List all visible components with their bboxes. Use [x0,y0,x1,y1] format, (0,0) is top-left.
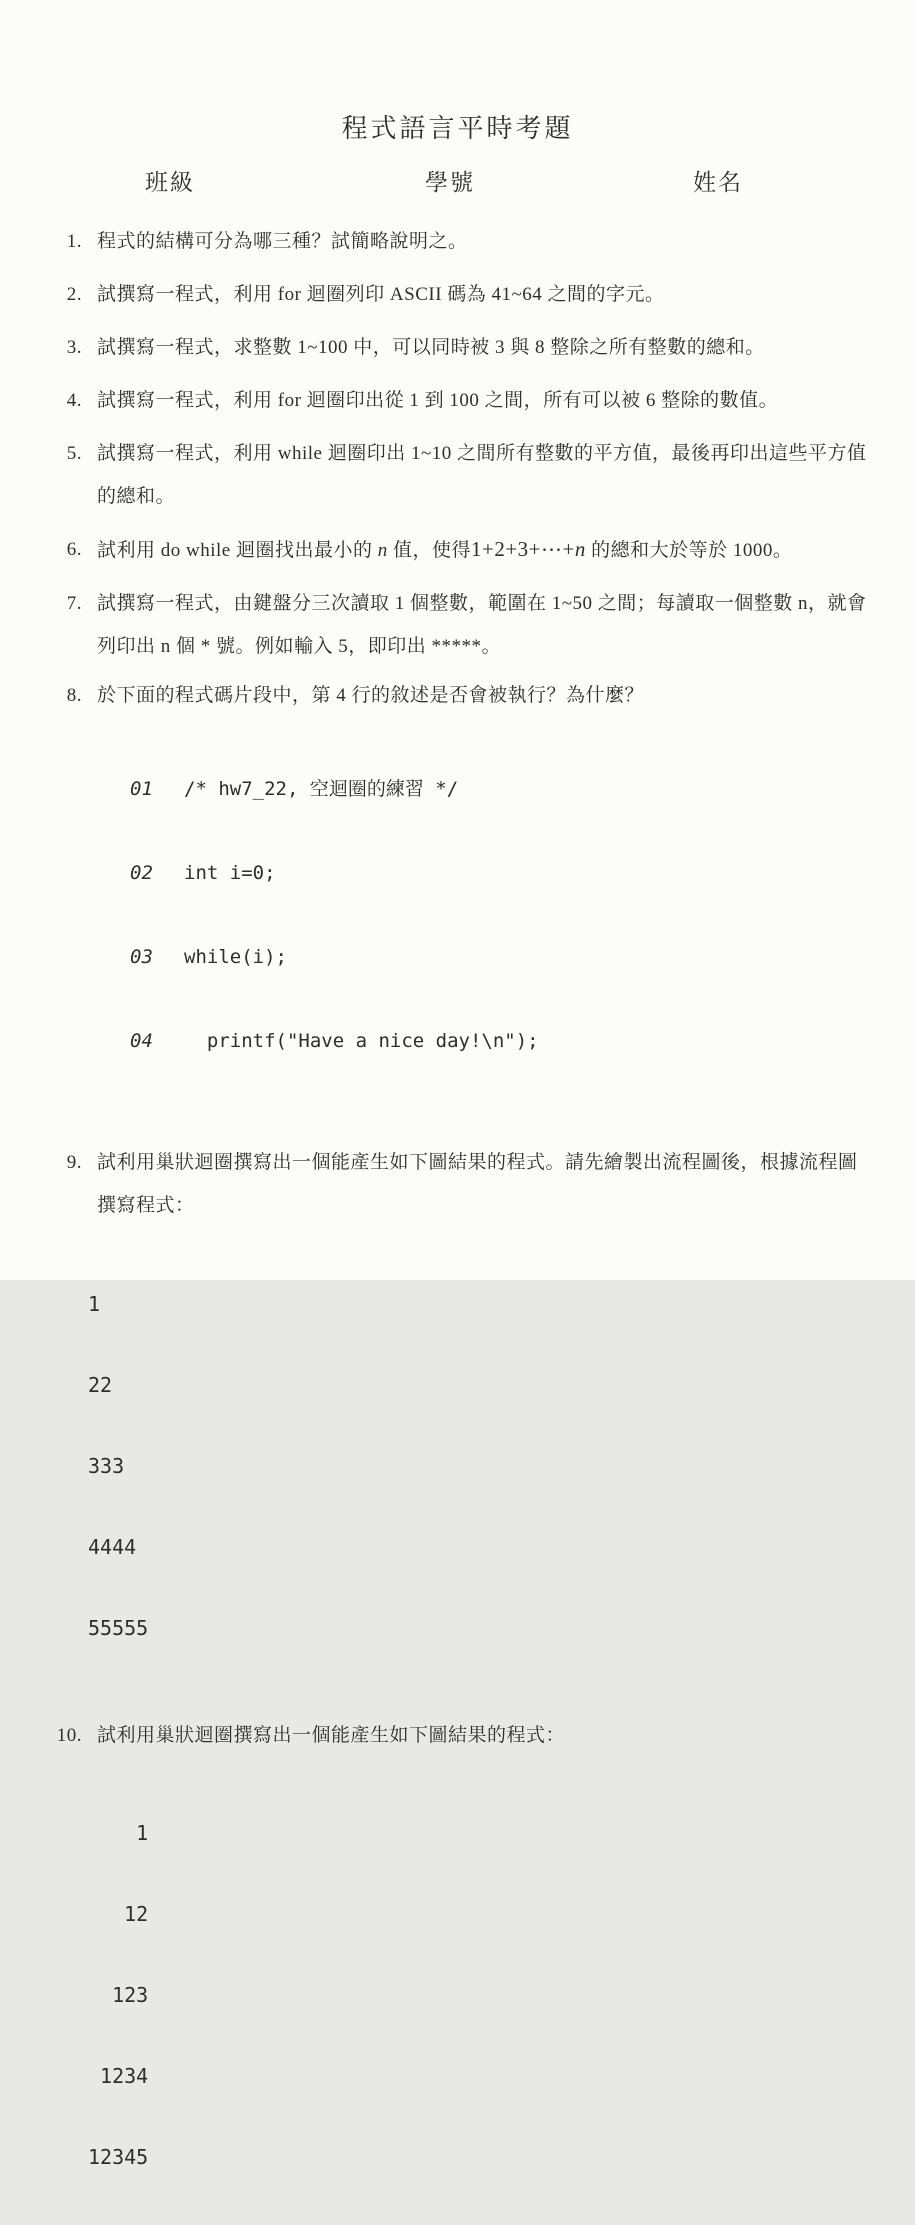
question-6 [0,528,915,572]
output-line: 123 [88,1983,149,2007]
question-8 [0,674,915,717]
question-number: 4. [66,390,82,411]
question-7 [0,582,915,668]
question-number: 6. [66,539,82,560]
name-label: 姓名 [693,170,743,195]
code-line [130,943,915,971]
code-line [130,775,915,803]
code-line-number: 01 [130,778,153,800]
code-line-number: 04 [130,1030,153,1052]
code-block [130,719,915,1111]
question-9-expected-output [88,1237,915,1696]
question-text: 試利用巢狀迴圈撰寫出一個能產生如下圖結果的程式： [97,1725,566,1746]
question-number: 7. [66,593,82,614]
question-1 [0,220,915,263]
code-line [130,859,915,887]
student-info-row [0,168,915,198]
math-formula-sum: 1+2+3+⋯+ [470,537,575,561]
question-number: 9. [66,1152,82,1173]
output-line: 333 [88,1454,125,1478]
question-text [97,528,870,572]
question-text: 試撰寫一程式，利用 for 迴圈印出從 1 到 100 之間，所有可以被 6 整除的數值。 [97,390,779,411]
code-text: int i=0; [184,862,276,884]
question-5 [0,432,915,518]
question-text: 程式的結構可分為哪三種？試簡略說明之。 [97,231,468,252]
question-text-tail: 的總和大於等於 1000。 [585,540,793,561]
code-text: printf("Have a nice day!\n"); [184,1030,539,1052]
question-text: 試撰寫一程式，利用 while 迴圈印出 1~10 之間所有整數的平方值，最後再印出這些平方值的總和。 [97,443,867,507]
code-text: while(i); [184,946,287,968]
question-3 [0,326,915,369]
question-text-mid: 值，使得 [387,540,471,561]
question-text: 試撰寫一程式，利用 for 迴圈列印 ASCII 碼為 41~64 之間的字元。 [97,284,665,305]
output-line: 1 [88,1821,149,1845]
output-line: 4444 [88,1535,137,1559]
question-list [0,220,915,2225]
question-text: 試撰寫一程式，求整數 1~100 中，可以同時被 3 與 8 整除之所有整數的總和。 [97,337,765,358]
question-10-expected-output [88,1766,915,2225]
output-line: 22 [88,1373,113,1397]
code-text: /* hw7_22, 空迴圈的練習 */ [184,778,459,800]
question-number: 10. [56,1725,82,1746]
question-number: 3. [66,337,82,358]
student-id-label: 學號 [425,170,475,195]
question-2 [0,273,915,316]
math-variable-n: n [377,540,388,561]
code-line-number: 03 [130,946,153,968]
output-line: 1 [88,1292,101,1316]
output-line: 55555 [88,1616,149,1640]
output-line: 12345 [88,2145,149,2169]
question-text-lead: 試利用 do while 迴圈找出最小的 [97,540,378,561]
math-formula [471,537,586,561]
output-line: 12 [88,1902,149,1926]
question-text: 試利用巢狀迴圈撰寫出一個能產生如下圖結果的程式。請先繪製出流程圖後，根據流程圖撰寫程式： [97,1152,858,1216]
question-number: 8. [66,685,82,706]
question-number: 5. [66,443,82,464]
question-number: 2. [66,284,82,305]
code-line-number: 02 [130,862,153,884]
output-line: 1234 [88,2064,149,2088]
question-9 [0,1141,915,1227]
question-4 [0,379,915,422]
question-text: 於下面的程式碼片段中，第 4 行的敘述是否會被執行？為什麼？ [97,685,645,706]
code-line [130,1027,915,1055]
class-label: 班級 [145,170,195,195]
math-variable-n: n [574,537,586,561]
page-title: 程式語言平時考題 [341,114,574,143]
question-number: 1. [66,231,82,252]
question-10 [0,1714,915,1757]
question-text: 試撰寫一程式，由鍵盤分三次讀取 1 個整數，範圍在 1~50 之間；每讀取一個整數 n，就會列印出 n 個 * 號。例如輸入 5，即印出 *****。 [97,593,867,657]
